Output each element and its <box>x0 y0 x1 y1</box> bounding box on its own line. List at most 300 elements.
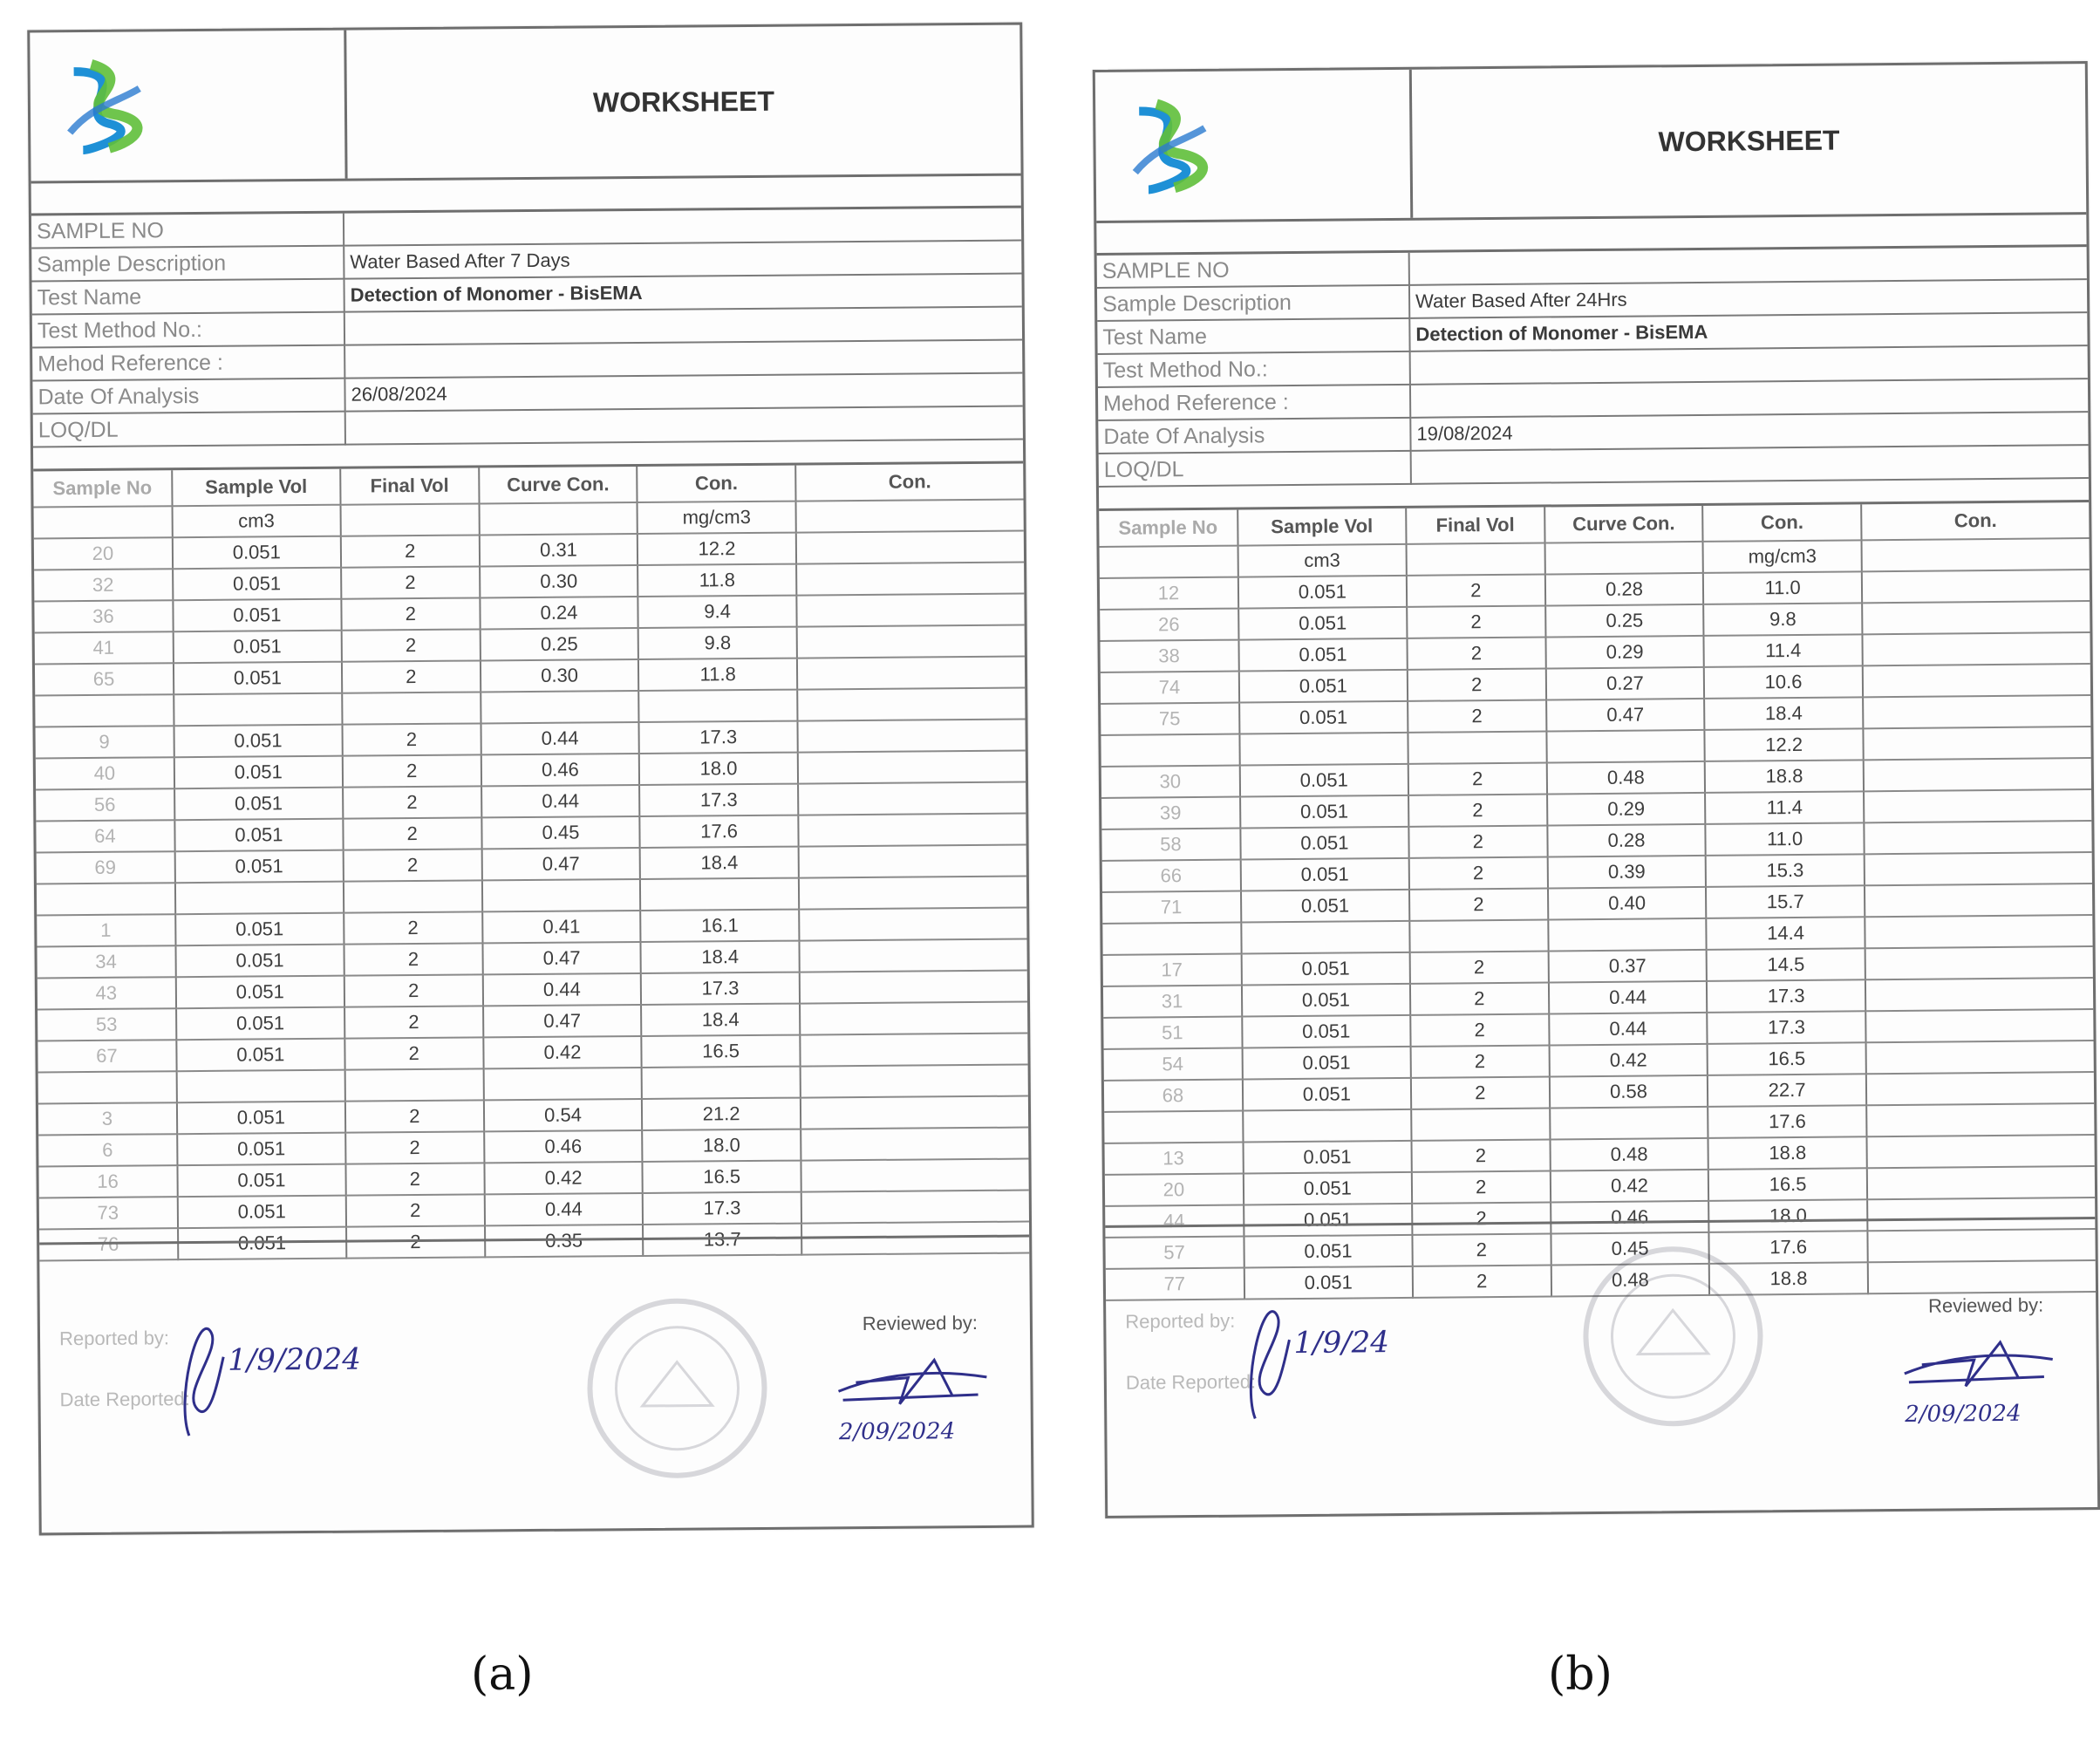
unit-cell <box>1100 546 1238 578</box>
table-cell: 2 <box>1407 638 1545 670</box>
reported-by-label: Reported by: <box>1125 1309 1236 1333</box>
svg-text:1/9/2024: 1/9/2024 <box>228 1341 362 1378</box>
svg-text:2/09/2024: 2/09/2024 <box>1905 1400 2022 1428</box>
table-cell: 16 <box>38 1165 177 1198</box>
table-cell <box>482 879 641 911</box>
table-cell: 0.051 <box>1240 764 1408 797</box>
table-cell: 2 <box>344 911 482 944</box>
table-cell: 2 <box>342 660 481 693</box>
table-cell: 9.4 <box>638 596 797 628</box>
column-header: Con. <box>795 464 1023 502</box>
table-cell: 77 <box>1106 1268 1244 1300</box>
table-cell: 0.42 <box>1551 1170 1709 1203</box>
table-cell: 0.41 <box>482 911 641 943</box>
info-label: Date Of Analysis <box>1098 418 1410 454</box>
table-cell: 0.25 <box>480 628 638 660</box>
unit-cell <box>340 503 479 536</box>
table-cell: 0.051 <box>178 1227 346 1260</box>
unit-cell <box>795 500 1023 533</box>
table-cell: 18.8 <box>1705 760 1864 793</box>
table-cell <box>1866 1072 2094 1105</box>
table-cell: 0.46 <box>481 754 640 786</box>
table-cell: 2 <box>1407 575 1545 607</box>
table-cell <box>798 782 1026 815</box>
table-cell: 0.42 <box>483 1036 642 1068</box>
date-reported-label: Date Reported: <box>59 1388 190 1411</box>
table-cell: 0.48 <box>1546 761 1705 795</box>
table-cell: 0.051 <box>1244 1204 1412 1237</box>
table-cell: 9 <box>36 726 174 758</box>
table-cell <box>1546 730 1705 763</box>
logo <box>1095 70 1413 221</box>
table-cell: 0.051 <box>1239 670 1408 703</box>
column-header: Sample No <box>1099 510 1238 547</box>
table-cell: 0.28 <box>1545 573 1704 606</box>
table-cell: 66 <box>1102 860 1241 892</box>
table-cell: 20 <box>1105 1174 1244 1206</box>
table-cell: 3 <box>38 1102 177 1135</box>
table-cell <box>1409 919 1548 952</box>
table-cell: 18.0 <box>642 1129 801 1162</box>
table-cell <box>798 751 1026 784</box>
table-cell <box>796 594 1024 627</box>
table-cell: 11.0 <box>1706 822 1865 856</box>
table-cell: 0.40 <box>1548 887 1707 920</box>
info-value: Water Based After 24Hrs <box>1409 279 2087 318</box>
table-cell: 0.051 <box>1244 1235 1412 1268</box>
table-cell: 2 <box>345 1131 484 1163</box>
table-cell <box>177 1070 345 1103</box>
table-cell: 0.48 <box>1550 1138 1708 1171</box>
table-cell: 11.8 <box>638 658 797 691</box>
column-header: Sample Vol <box>1238 508 1406 546</box>
dna-logo-icon <box>1122 93 1227 199</box>
unit-cell: mg/cm3 <box>1703 540 1862 573</box>
table-cell <box>344 1068 483 1101</box>
info-label: Mehod Reference : <box>32 345 344 381</box>
info-label: SAMPLE NO <box>1097 253 1409 288</box>
table-cell: 0.051 <box>174 662 342 695</box>
table-cell: 54 <box>1104 1048 1243 1081</box>
info-label: Date Of Analysis <box>32 379 344 414</box>
table-cell: 39 <box>1101 797 1240 829</box>
table-cell: 0.47 <box>1546 699 1705 732</box>
table-cell: 0.44 <box>1549 981 1708 1014</box>
table-cell <box>1866 1135 2094 1168</box>
table-cell: 0.051 <box>1242 1047 1410 1080</box>
worksheet-header <box>1095 64 2086 223</box>
table-cell <box>1864 758 2091 791</box>
table-cell: 73 <box>39 1197 178 1229</box>
lab-stamp <box>1577 1239 1770 1433</box>
table-cell: 11.4 <box>1705 791 1864 824</box>
table-cell: 32 <box>34 569 173 601</box>
logo <box>30 31 347 181</box>
table-cell: 0.30 <box>480 565 638 597</box>
table-cell: 2 <box>343 817 481 850</box>
table-cell: 2 <box>344 1037 483 1069</box>
reviewer-signature <box>829 1342 1005 1457</box>
table-cell: 2 <box>1410 1045 1549 1077</box>
table-cell: 13.7 <box>643 1224 801 1256</box>
table-cell: 0.051 <box>1244 1266 1413 1300</box>
table-cell: 64 <box>36 820 174 852</box>
table-cell <box>796 563 1024 596</box>
table-cell: 34 <box>37 945 175 978</box>
table-cell: 2 <box>1409 888 1548 920</box>
table-cell: 0.46 <box>1551 1201 1709 1234</box>
table-cell: 0.47 <box>482 942 641 974</box>
table-cell: 0.27 <box>1546 667 1705 700</box>
table-cell: 2 <box>1410 1013 1549 1046</box>
results-table <box>33 464 1029 1262</box>
info-value <box>1411 445 2089 484</box>
column-header: Con. <box>1702 504 1861 542</box>
table-cell <box>1241 921 1409 954</box>
table-cell <box>640 878 799 911</box>
table-cell: 2 <box>1409 856 1548 889</box>
table-cell <box>1865 1009 2093 1042</box>
reviewed-by-label: Reviewed by: <box>1927 1293 2044 1317</box>
table-cell: 2 <box>1407 606 1545 638</box>
table-cell: 0.29 <box>1545 636 1704 669</box>
table-cell: 0.051 <box>177 1133 345 1166</box>
table-cell: 2 <box>1411 1139 1550 1171</box>
table-cell: 41 <box>35 631 174 664</box>
table-cell: 38 <box>1100 640 1238 672</box>
table-cell <box>799 877 1026 910</box>
table-cell: 0.051 <box>173 599 341 632</box>
table-cell <box>37 883 175 915</box>
column-header: Sample Vol <box>172 469 340 507</box>
table-cell: 0.051 <box>175 913 344 946</box>
info-label: LOQ/DL <box>33 412 345 447</box>
table-cell <box>1863 727 2090 760</box>
table-cell: 2 <box>1410 982 1549 1014</box>
table-cell: 0.051 <box>174 756 343 789</box>
info-label: Mehod Reference : <box>1098 385 1410 420</box>
table-cell: 2 <box>341 629 480 661</box>
table-cell: 0.051 <box>177 1164 345 1198</box>
signature-footer <box>39 1235 1032 1533</box>
table-cell: 2 <box>344 974 483 1006</box>
table-cell: 22.7 <box>1708 1074 1866 1107</box>
table-cell: 58 <box>1101 829 1240 861</box>
table-cell: 0.051 <box>1242 952 1410 986</box>
info-label: Sample Description <box>1097 285 1409 321</box>
table-cell: 0.051 <box>1239 701 1408 734</box>
table-cell: 0.051 <box>1238 607 1407 640</box>
unit-cell <box>1861 538 2089 571</box>
table-cell: 0.31 <box>480 534 638 566</box>
table-cell: 2 <box>345 1100 484 1132</box>
table-cell: 0.051 <box>177 1102 345 1135</box>
table-cell: 0.28 <box>1547 824 1706 857</box>
dna-logo-icon <box>56 53 161 159</box>
table-cell <box>1867 1166 2095 1199</box>
table-cell: 36 <box>34 600 173 632</box>
table-cell: 0.051 <box>1241 858 1409 891</box>
table-cell: 16.5 <box>1708 1168 1867 1201</box>
table-cell <box>175 882 344 915</box>
table-cell: 12.2 <box>638 533 796 565</box>
table-cell <box>1863 664 2090 697</box>
table-cell: 18.4 <box>1704 697 1863 730</box>
worksheet-a <box>27 23 1034 1536</box>
table-cell: 2 <box>1411 1076 1550 1109</box>
table-cell: 2 <box>1412 1233 1551 1266</box>
caption-b: (b) <box>1548 1648 1612 1701</box>
table-cell: 13 <box>1105 1143 1244 1175</box>
table-cell: 0.051 <box>1240 827 1408 860</box>
page-title: WORKSHEET <box>592 85 775 118</box>
worksheet-header <box>30 25 1020 184</box>
table-cell: 2 <box>1408 762 1547 795</box>
table-cell: 75 <box>1101 703 1239 735</box>
table-cell <box>797 657 1025 690</box>
reported-by-label: Reported by: <box>58 1327 170 1350</box>
table-cell: 0.051 <box>1243 1141 1411 1174</box>
table-cell: 0.35 <box>485 1225 644 1257</box>
table-cell <box>1865 915 2092 948</box>
table-cell <box>38 1071 177 1103</box>
signature-footer <box>1105 1217 2097 1516</box>
table-cell: 18.4 <box>640 847 799 879</box>
table-cell: 16.1 <box>641 910 800 942</box>
worksheet-b <box>1093 61 2100 1518</box>
table-cell <box>797 625 1025 658</box>
table-cell: 6 <box>38 1134 177 1166</box>
table-cell: 0.39 <box>1547 856 1706 889</box>
info-value <box>344 208 1021 246</box>
table-cell: 0.45 <box>481 816 640 849</box>
reviewed-by-label: Reviewed by: <box>862 1311 978 1335</box>
table-cell: 17.3 <box>639 784 798 816</box>
table-cell <box>800 1002 1027 1035</box>
table-cell: 0.051 <box>1242 984 1410 1017</box>
unit-cell: mg/cm3 <box>638 502 796 534</box>
table-cell: 40 <box>36 757 174 789</box>
unit-cell <box>1544 542 1703 575</box>
table-cell <box>801 1159 1028 1192</box>
table-cell: 0.25 <box>1545 604 1704 638</box>
table-cell: 17.3 <box>1708 1011 1866 1044</box>
table-cell: 2 <box>1408 669 1546 701</box>
table-cell: 0.44 <box>481 785 640 817</box>
table-cell: 20 <box>34 537 173 570</box>
table-cell <box>801 1065 1028 1098</box>
svg-text:2/09/2024: 2/09/2024 <box>838 1418 956 1446</box>
table-cell: 0.051 <box>176 1007 344 1041</box>
table-cell: 12.2 <box>1705 728 1864 761</box>
date-reported-label: Date Reported: <box>1125 1370 1257 1394</box>
table-cell: 0.47 <box>481 848 640 880</box>
table-cell <box>1864 821 2091 854</box>
table-cell: 0.051 <box>176 1039 344 1072</box>
table-cell: 67 <box>38 1040 176 1072</box>
table-cell: 17 <box>1103 954 1242 986</box>
table-cell: 0.42 <box>1549 1044 1708 1077</box>
table-cell <box>1408 731 1546 763</box>
lab-stamp <box>581 1292 774 1485</box>
reporter-signature <box>171 1295 362 1445</box>
table-cell <box>1239 733 1408 766</box>
reporter-signature <box>1237 1278 1412 1428</box>
table-cell: 0.051 <box>176 976 344 1009</box>
table-cell <box>1104 1111 1243 1143</box>
caption-a: (a) <box>471 1648 534 1701</box>
table-cell: 0.051 <box>1238 576 1407 609</box>
info-label: Test Method No.: <box>1098 351 1410 387</box>
table-cell: 57 <box>1105 1237 1244 1269</box>
table-cell <box>801 1128 1028 1161</box>
table-cell: 9.8 <box>638 627 797 659</box>
table-cell: 17.3 <box>639 721 798 754</box>
table-cell: 0.051 <box>178 1196 346 1229</box>
table-cell <box>797 688 1025 721</box>
table-cell: 69 <box>37 851 175 884</box>
table-cell: 2 <box>344 943 482 975</box>
table-cell <box>799 939 1026 972</box>
table-cell: 0.48 <box>1551 1264 1709 1297</box>
column-header: Final Vol <box>340 467 479 504</box>
info-value: 26/08/2024 <box>344 373 1022 412</box>
table-cell: 2 <box>341 566 480 598</box>
table-cell <box>344 880 482 912</box>
table-cell <box>800 971 1027 1004</box>
table-cell: 2 <box>342 723 481 755</box>
info-value: Detection of Monomer - BisEMA <box>1409 312 2087 351</box>
table-cell <box>1865 978 2093 1011</box>
table-cell: 26 <box>1100 609 1238 641</box>
table-cell: 0.44 <box>481 722 639 754</box>
table-cell <box>1243 1109 1411 1143</box>
column-header: Curve Con. <box>479 467 638 503</box>
table-cell: 76 <box>39 1228 178 1260</box>
info-value: Water Based After 7 Days <box>344 241 1021 279</box>
table-cell: 17.6 <box>640 815 799 848</box>
table-cell: 30 <box>1101 766 1240 798</box>
table-cell <box>1862 601 2090 634</box>
table-cell: 11.0 <box>1703 571 1862 604</box>
table-cell: 51 <box>1103 1017 1242 1049</box>
unit-cell <box>479 502 638 535</box>
table-cell: 31 <box>1103 986 1242 1018</box>
table-cell: 0.051 <box>175 850 344 884</box>
info-label: Sample Description <box>31 246 344 282</box>
table-cell: 0.44 <box>482 973 641 1006</box>
table-cell: 0.051 <box>1244 1172 1412 1205</box>
table-cell: 0.44 <box>1549 1013 1708 1046</box>
table-cell: 2 <box>1412 1202 1551 1234</box>
table-cell: 17.3 <box>641 972 800 1005</box>
info-value: Detection of Monomer - BisEMA <box>344 274 1021 312</box>
table-cell: 43 <box>38 977 176 1009</box>
table-cell <box>799 908 1026 941</box>
info-label: Test Name <box>1097 318 1409 354</box>
table-cell: 0.051 <box>1241 890 1409 923</box>
sample-info-table <box>31 208 1023 448</box>
table-cell <box>1862 570 2090 603</box>
table-cell: 21.2 <box>642 1098 801 1130</box>
table-cell: 0.44 <box>484 1193 643 1225</box>
table-cell: 0.051 <box>174 788 343 821</box>
table-cell: 68 <box>1104 1080 1243 1112</box>
table-cell: 0.58 <box>1550 1075 1708 1109</box>
table-cell: 18.4 <box>641 941 800 973</box>
table-cell: 12 <box>1100 577 1238 610</box>
column-header: Curve Con. <box>1544 506 1703 543</box>
table-cell: 17.3 <box>1707 979 1865 1013</box>
table-cell: 2 <box>346 1194 485 1226</box>
table-cell: 0.051 <box>174 725 342 758</box>
info-value <box>344 340 1022 379</box>
table-cell: 15.7 <box>1706 885 1865 918</box>
table-cell <box>798 814 1026 847</box>
table-cell: 0.54 <box>484 1099 643 1131</box>
table-cell <box>174 693 342 727</box>
table-cell: 14.5 <box>1707 948 1865 981</box>
table-cell: 2 <box>1408 699 1546 732</box>
table-cell: 18.8 <box>1708 1136 1867 1170</box>
table-cell: 2 <box>1408 794 1547 826</box>
info-label: Test Method No.: <box>32 312 344 348</box>
table-cell: 0.30 <box>481 659 639 692</box>
table-cell <box>483 1068 642 1100</box>
table-cell: 15.3 <box>1706 854 1865 887</box>
table-cell: 56 <box>36 788 174 821</box>
table-cell <box>342 692 481 724</box>
info-value <box>344 307 1022 345</box>
table-cell <box>1101 734 1239 767</box>
table-cell: 11.8 <box>638 564 796 597</box>
table-cell: 0.37 <box>1548 950 1707 983</box>
table-cell: 16.5 <box>643 1161 801 1193</box>
table-cell: 0.45 <box>1551 1232 1709 1266</box>
table-cell: 18.0 <box>1708 1199 1867 1232</box>
table-cell: 2 <box>343 849 481 881</box>
info-label: Test Name <box>32 279 344 315</box>
table-cell <box>1102 923 1241 955</box>
table-cell: 2 <box>1409 951 1548 983</box>
table-cell <box>1865 852 2092 885</box>
table-cell: 0.051 <box>173 536 341 570</box>
svg-text:1/9/24: 1/9/24 <box>1293 1325 1390 1361</box>
table-cell: 0.051 <box>174 819 343 852</box>
table-cell: 14.4 <box>1707 917 1865 950</box>
unit-cell: cm3 <box>172 505 340 538</box>
column-header: Con. <box>638 466 796 502</box>
table-cell: 0.051 <box>1240 795 1408 829</box>
table-cell <box>1862 632 2090 665</box>
column-header: Con. <box>1861 502 2089 540</box>
table-cell: 0.29 <box>1547 793 1706 826</box>
table-cell: 2 <box>345 1163 484 1195</box>
table-cell: 0.051 <box>175 945 344 978</box>
table-cell: 18.0 <box>639 753 798 785</box>
table-cell: 0.24 <box>480 597 638 629</box>
table-cell: 0.42 <box>484 1162 643 1194</box>
table-cell <box>1865 946 2093 979</box>
table-cell <box>1864 789 2091 822</box>
table-cell <box>642 1067 801 1099</box>
table-cell: 18.4 <box>641 1004 800 1036</box>
table-cell: 0.46 <box>484 1130 643 1163</box>
table-cell: 16.5 <box>1708 1042 1866 1075</box>
sample-info-table <box>1097 247 2089 488</box>
info-value <box>345 406 1023 445</box>
table-cell <box>1865 1041 2093 1074</box>
